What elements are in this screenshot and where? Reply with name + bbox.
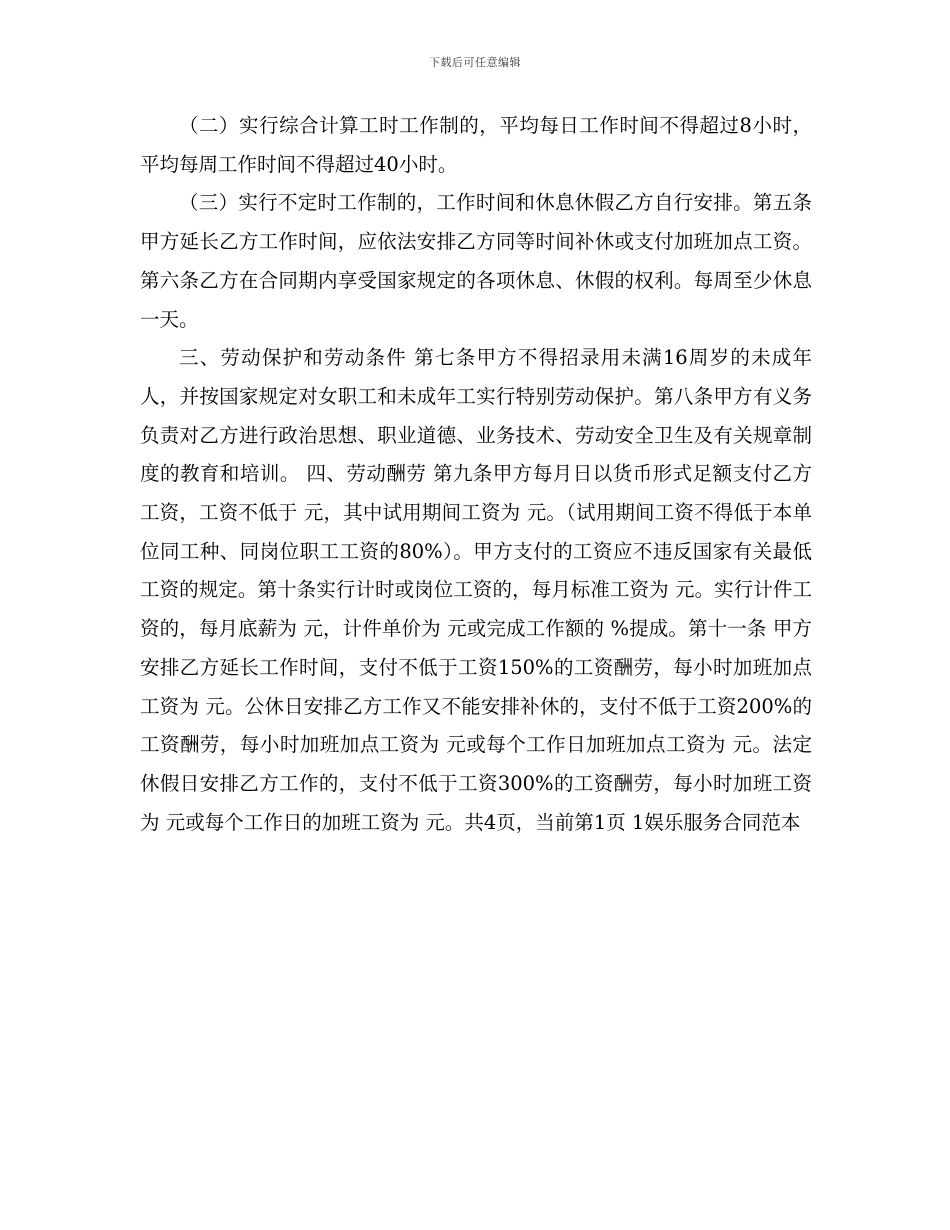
paragraph-labor-protection-pay: 三、劳动保护和劳动条件 第七条甲方不得招录用未满16周岁的未成年人，并按国家规定对女职工和未成年工实行特别劳动保护。第八条甲方有义务负责对乙方进行政治思想、职业道德、业务技术、劳动安全卫生及有关规章制度的教育和培训。 四、劳动酬劳 第九条甲方每月日以货币形式足额支付乙方工资，工资不低于 元，其中试用期间工资为 元。（试用期间工资不得低于本单位同工种、同岗位职工工资的80%）。甲方支付的工资应不违反国家有关最低工资的规定。第十条实行计时或岗位工资的，每月标准工资为 元。实行计件工资的，每月底薪为 元，计件单价为 元或完成工作额的 %提成。第十一条 甲方安排乙方延长工作时间，支付不低于工资150%的工资酬劳，每小时加班加点工资为 元。公休日安排乙方工作又不能安排补休的，支付不低于工资200%的工资酬劳，每小时加班加点工资为 元或每个工作日加班加点工资为 元。法定休假日安排乙方工作的，支付不低于工资300%的工资酬劳，每小时加班工资为 元或每个工作日的加班工资为 元。共4页，当前第1页 1娱乐服务合同范本 — [140, 346, 812, 834]
page-header: 下载后可任意编辑 — [429, 56, 521, 69]
document-body — [140, 107, 812, 842]
paragraph-hours-comprehensive: （二）实行综合计算工时工作制的，平均每日工作时间不得超过8小时，平均每周工作时间不得超过40小时。 — [140, 114, 812, 176]
paragraph-hours-flexible: （三）实行不定时工作制的，工作时间和休息休假乙方自行安排。第五条甲方延长乙方工作时间，应依法安排乙方同等时间补休或支付加班加点工资。第六条乙方在合同期内享受国家规定的各项休息、休假的权利。每周至少休息一天。 — [140, 191, 812, 331]
